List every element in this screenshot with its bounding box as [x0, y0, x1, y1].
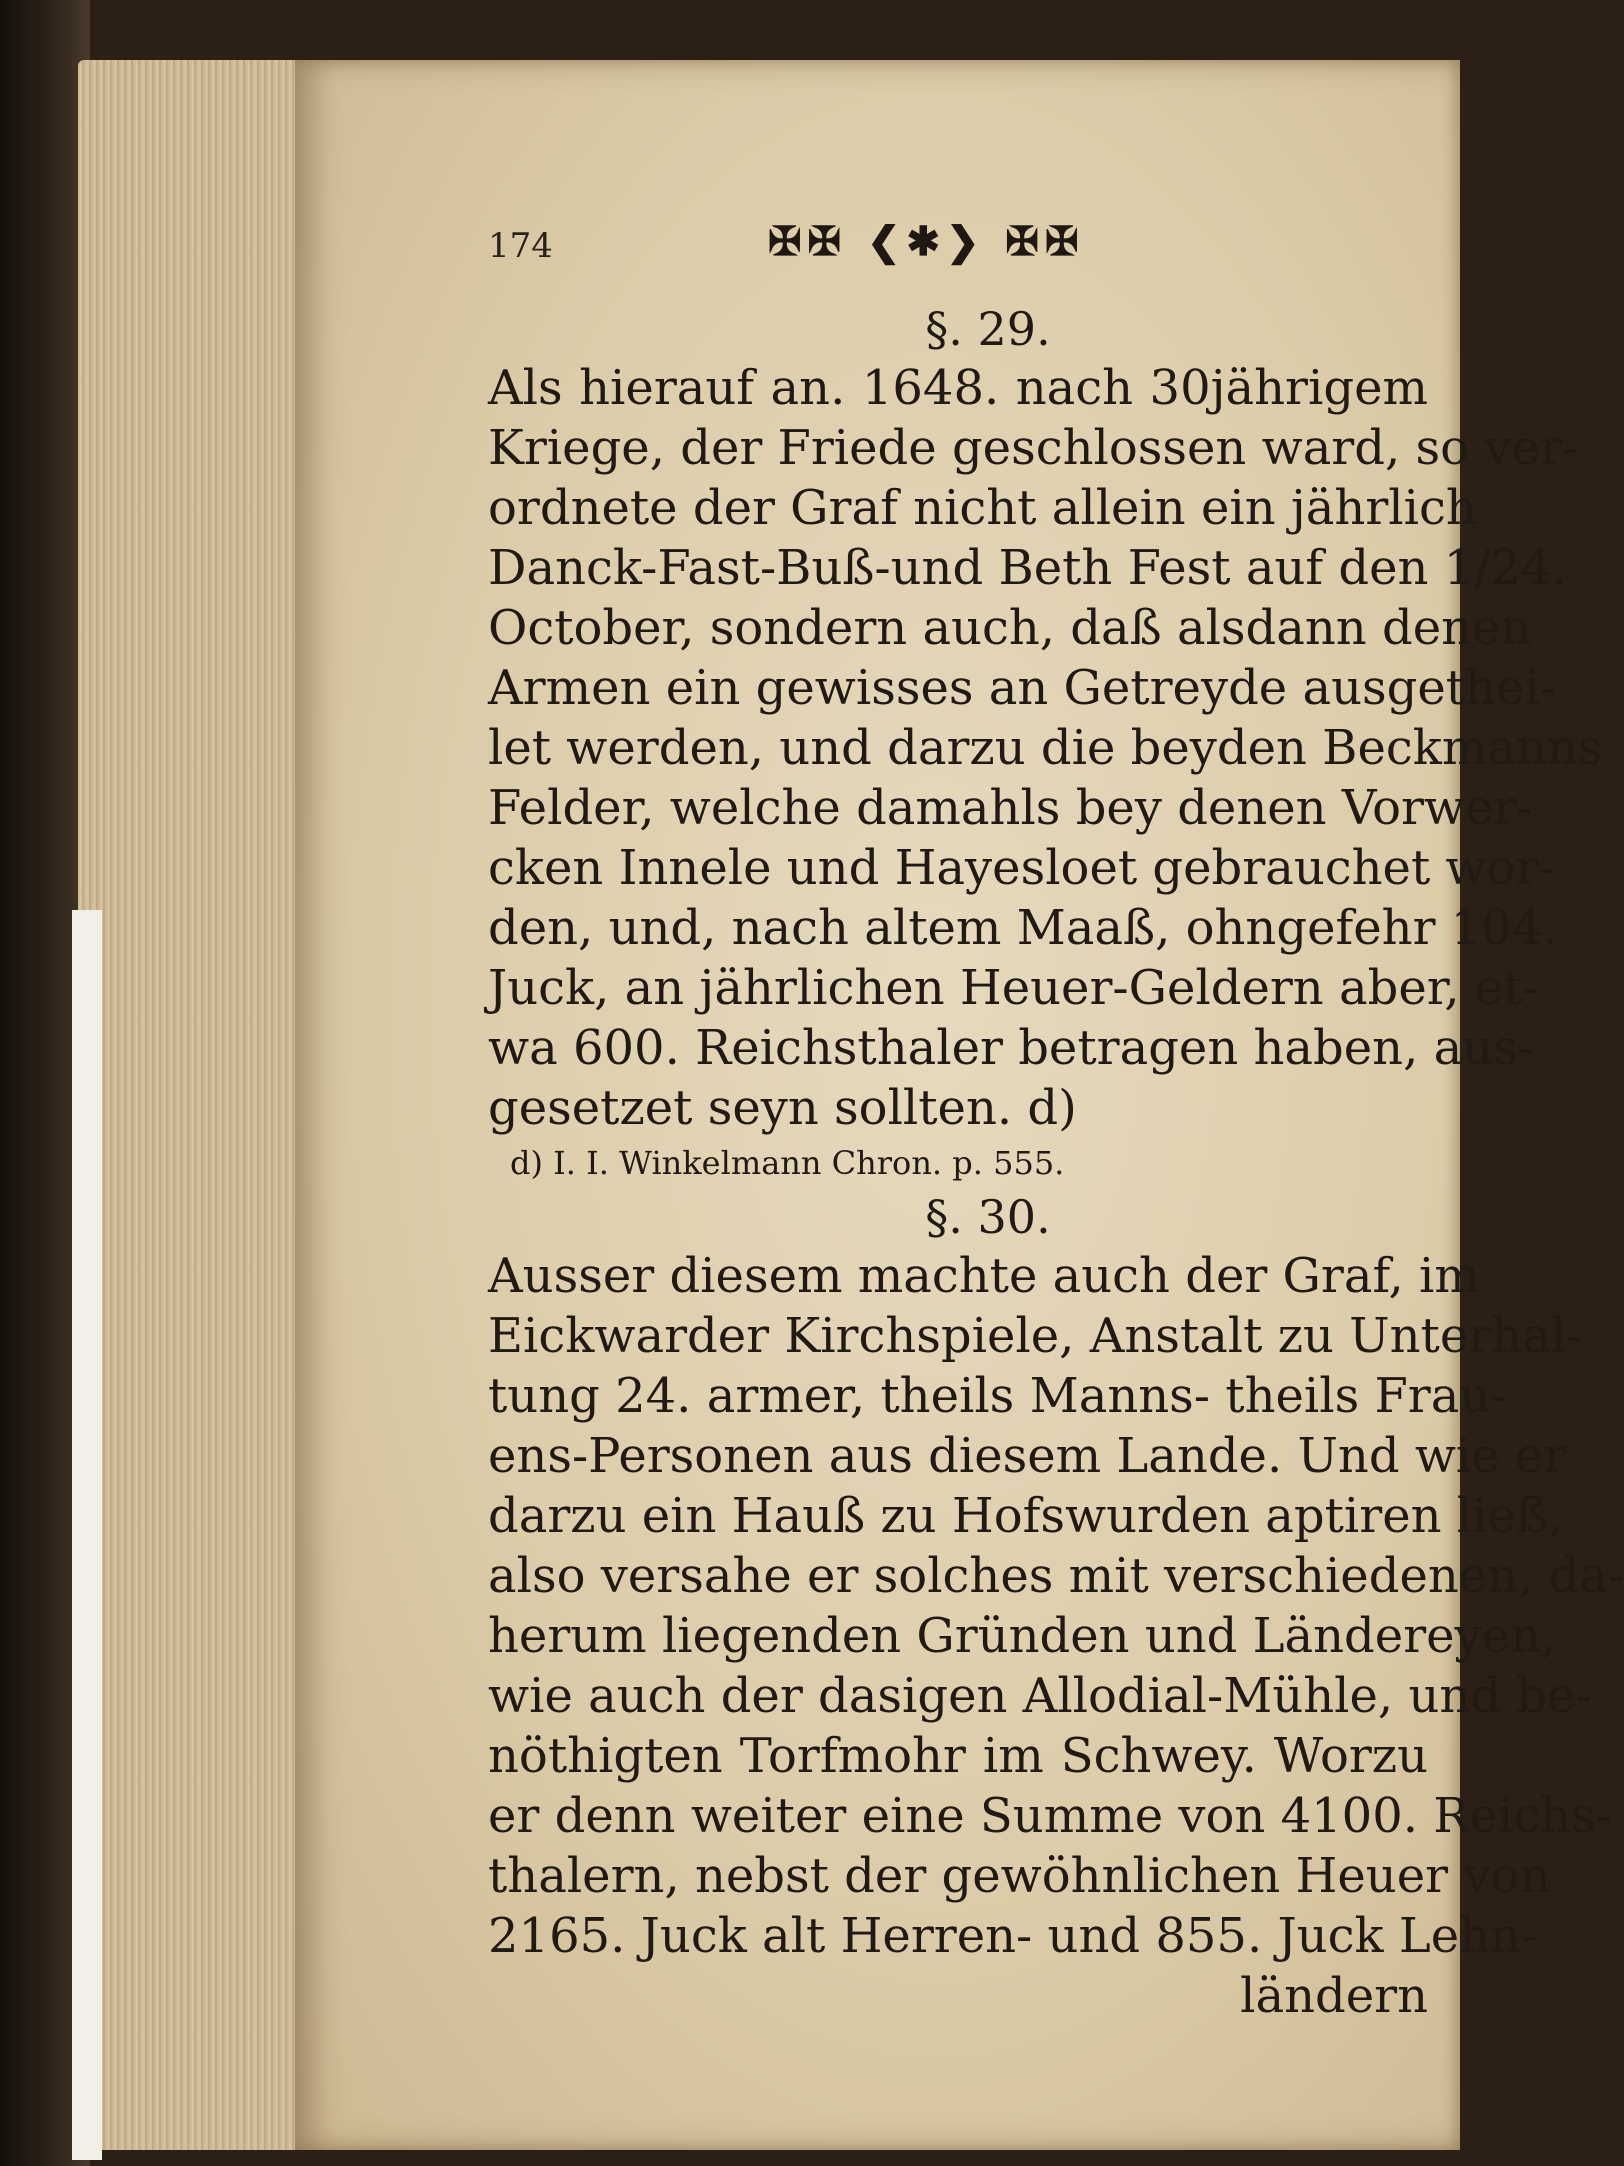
text-line: herum liegenden Gründen und Ländereyen, [488, 1608, 1557, 1664]
section-heading-29: §. 29. [925, 302, 1051, 356]
text-line: also versahe er solches mit verschiedenen, da- [488, 1548, 1624, 1604]
page-header [488, 218, 1208, 278]
text-line: wa 600. Reichsthaler betragen haben, aus- [488, 1020, 1534, 1076]
scan-marker-strip [72, 910, 102, 2160]
page-text [488, 300, 1624, 2026]
section-heading-30: §. 30. [925, 1190, 1051, 1244]
text-line: er denn weiter eine Summe von 4100. Reichs- [488, 1788, 1612, 1844]
text-line: 2165. Juck alt Herren- und 855. Juck Lehn- [488, 1908, 1538, 1964]
text-line: wie auch der dasigen Allodial-Mühle, und be- [488, 1668, 1592, 1724]
text-line: Als hierauf an. 1648. nach 30jährigem [488, 360, 1428, 416]
text-line: thalern, nebst der gewöhnlichen Heuer von [488, 1848, 1551, 1904]
text-line: Danck-Fast-Buß-und Beth Fest auf den 1/24. [488, 540, 1567, 596]
text-line: Eickwarder Kirchspiele, Anstalt zu Unterhal- [488, 1308, 1583, 1364]
text-line: let werden, und darzu die beyden Beckmanns [488, 720, 1603, 776]
text-line: October, sondern auch, daß alsdann denen [488, 600, 1532, 656]
page-number: 174 [488, 226, 553, 266]
text-line: Kriege, der Friede geschlossen ward, so ver- [488, 420, 1579, 476]
catchword: ländern [1240, 1968, 1428, 2024]
text-line: nöthigten Torfmohr im Schwey. Worzu [488, 1728, 1428, 1784]
text-line: darzu ein Hauß zu Hofswurden aptiren ließ, [488, 1488, 1564, 1544]
text-line: ordnete der Graf nicht allein ein jährlich [488, 480, 1477, 536]
text-line: Felder, welche damahls bey denen Vorwer- [488, 780, 1533, 836]
page-edges [78, 60, 298, 2150]
text-line: cken Innele und Hayesloet gebrauchet wor- [488, 840, 1555, 896]
text-line: ens-Personen aus diesem Lande. Und wie er [488, 1428, 1567, 1484]
text-line: den, und, nach altem Maaß, ohngefehr 104. [488, 900, 1558, 956]
text-line: Juck, an jährlichen Heuer-Geldern aber, et- [488, 960, 1539, 1016]
text-line: tung 24. armer, theils Manns- theils Frau- [488, 1368, 1507, 1424]
text-line: gesetzet seyn sollten. d) [488, 1080, 1077, 1136]
footnote: d) I. I. Winkelmann Chron. p. 555. [510, 1144, 1065, 1182]
text-line: Armen ein gewisses an Getreyde ausgethei- [488, 660, 1556, 716]
text-line: Ausser diesem machte auch der Graf, im [488, 1248, 1480, 1304]
header-ornament: ✠✠ ❮✱❯ ✠✠ [768, 218, 1085, 265]
